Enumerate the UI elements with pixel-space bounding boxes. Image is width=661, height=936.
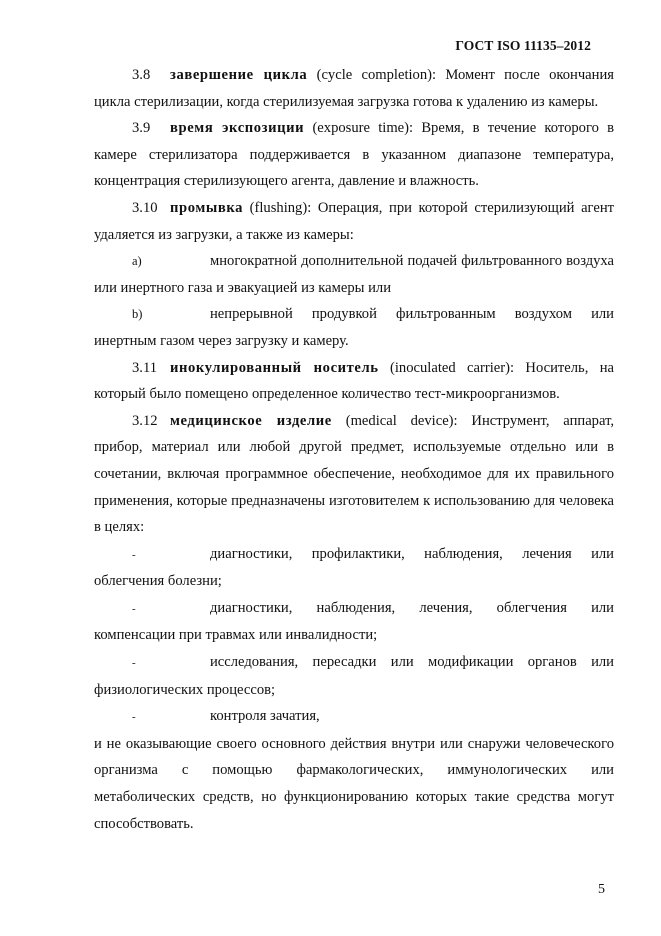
section-number: 3.9	[132, 120, 151, 137]
dash-item	[94, 649, 614, 703]
section-3-8	[94, 62, 614, 115]
document-header: ГОСТ ISO 11135–2012	[455, 38, 591, 53]
section-number: 3.11	[132, 359, 157, 376]
definition-text: Носитель, на который было помещено определенное количество тест-микроорганизмов.	[94, 359, 615, 403]
list-item-a	[94, 248, 614, 301]
term-english: (exposure time):	[312, 120, 414, 137]
section-number: 3.8	[132, 67, 151, 83]
list-marker: -	[132, 657, 136, 670]
document-body	[94, 62, 614, 837]
section-3-11	[94, 355, 614, 408]
list-item-b	[94, 301, 614, 354]
closing-paragraph: и не оказывающие своего основного действия внутри или снаружи человеческого организма с помощью фармакологических, иммунологических или метаболических средств, но функционированию которых такие средства могут способствовать.	[94, 735, 614, 832]
term-english: (flushing):	[249, 199, 312, 216]
definition-text: Инструмент, аппарат, прибор, материал или любой другой предмет, используемые отдельно или в сочетании, включая программное обеспечение, необходимое для их правильного применения, которые предназначены изготовителем к использованию для человека в целях:	[94, 412, 614, 536]
section-3-9	[94, 115, 614, 195]
page-number: 5	[598, 882, 605, 897]
term-bold: медицинское изделие	[170, 412, 332, 429]
section-number: 3.12	[132, 412, 158, 429]
term-bold: инокулированный носитель	[170, 359, 379, 376]
term-english: (medical device):	[345, 412, 458, 429]
list-marker: -	[132, 711, 136, 724]
list-marker: b)	[132, 307, 143, 322]
list-item-text: диагностики, профилактики, наблюдения, лечения или облегчения болезни;	[94, 545, 614, 590]
dash-item	[94, 595, 614, 649]
term-english: (cycle completion):	[316, 67, 437, 83]
list-item-text: диагностики, наблюдения, лечения, облегчения или компенсации при травмах или инвалидности;	[94, 599, 614, 644]
dash-item	[94, 703, 614, 731]
list-marker: -	[132, 602, 136, 615]
list-marker: a)	[132, 254, 142, 269]
term-bold: завершение цикла	[170, 67, 308, 83]
section-3-12	[94, 408, 614, 541]
list-item-text: многократной дополнительной подачей фильтрованного воздуха или инертного газа и эвакуацией из камеры или	[94, 253, 614, 296]
term-bold: промывка	[170, 199, 244, 216]
term-english: (inoculated carrier):	[390, 359, 515, 376]
term-bold: время экспозиции	[170, 120, 305, 137]
list-marker: -	[132, 548, 136, 561]
list-item-text: исследования, пересадки или модификации органов или физиологических процессов;	[94, 654, 614, 698]
list-item-text: непрерывной продувкой фильтрованным воздухом или инертным газом через загрузку и камеру.	[94, 306, 614, 349]
definition-text: Операция, при которой стерилизующий агент удаляется из загрузки, а также из камеры:	[94, 199, 615, 243]
section-number: 3.10	[132, 199, 158, 216]
definition-text: Момент после окончания цикла стерилизации, когда стерилизуемая загрузка готова к удалению из камеры.	[94, 67, 614, 110]
definition-text: Время, в течение которого в камере стерилизатора поддерживается в указанном диапазоне температура, концентрация стерилизующего агента, давление и влажность.	[94, 120, 615, 190]
section-3-10	[94, 195, 614, 248]
list-item-text: контроля зачатия,	[210, 708, 320, 725]
dash-item	[94, 541, 614, 595]
